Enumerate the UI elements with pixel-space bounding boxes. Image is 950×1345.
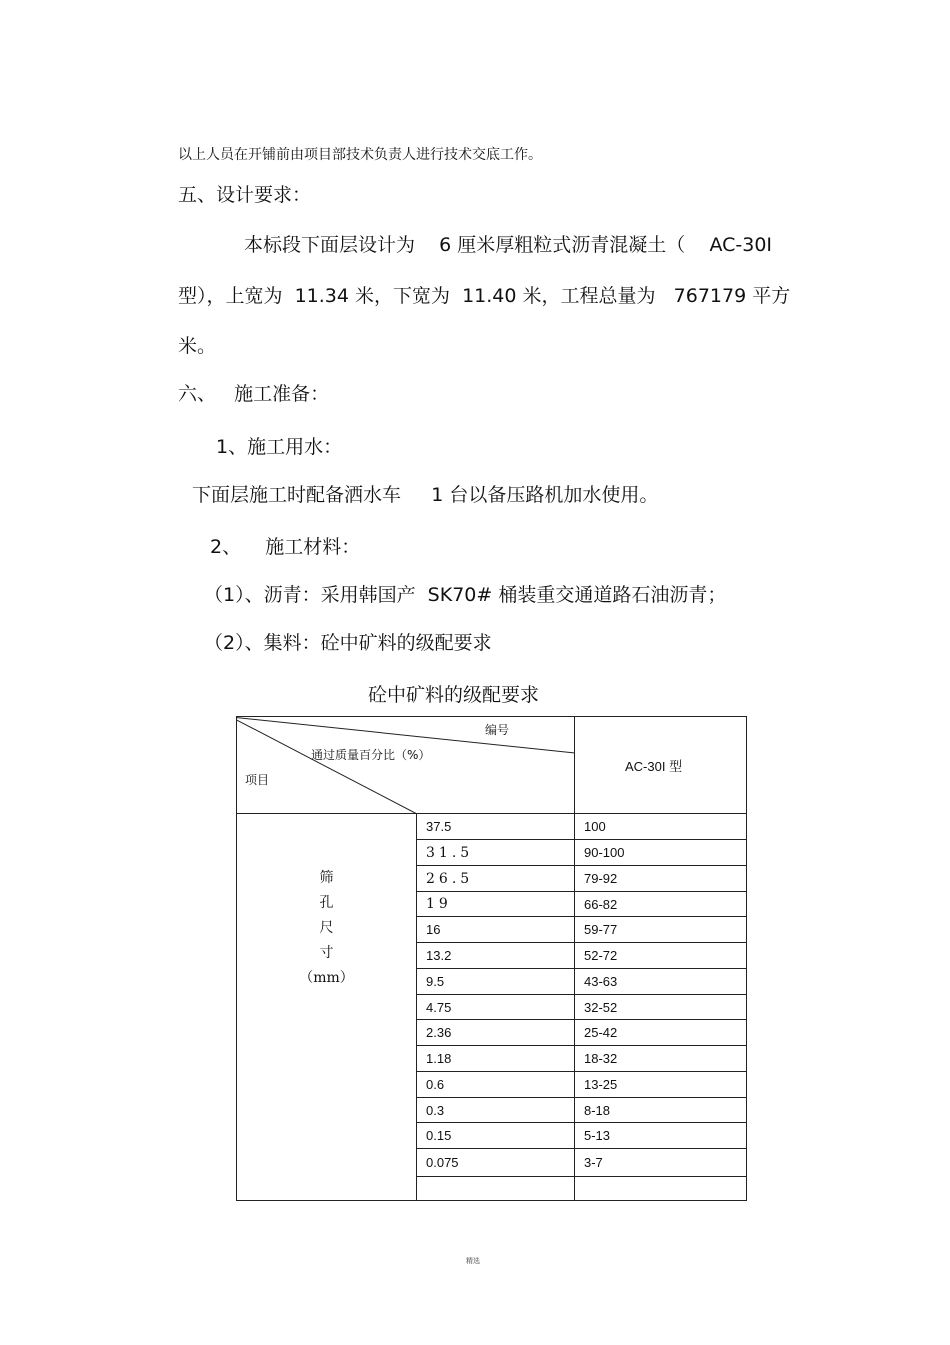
header-number-label: 编号 — [485, 723, 510, 737]
aggregate-text: （2）、集料：砼中矿料的级配要求 — [204, 632, 492, 654]
sieve-size-cell: 2.36 — [417, 1020, 575, 1046]
section-5-text-line-1: 本标段下面层设计为 6 厘米厚粗粒式沥青混凝土（ AC-30I — [244, 234, 773, 256]
section-5-heading: 五、设计要求： — [178, 184, 312, 206]
sieve-size-cell: 9.5 — [417, 969, 575, 995]
water-heading: 1、施工用水： — [216, 436, 343, 458]
sieve-size-cell: 0.6 — [417, 1072, 575, 1098]
passing-range-cell: 32-52 — [575, 995, 747, 1020]
sieve-label-char: 尺 — [319, 920, 334, 936]
diagonal-lines — [237, 717, 577, 814]
passing-range-cell: 18-32 — [575, 1046, 747, 1072]
sieve-size-label-cell — [237, 814, 417, 1201]
passing-range-cell: 3-7 — [575, 1149, 747, 1177]
sieve-label-char: 筛 — [319, 870, 334, 886]
sieve-label-char: 孔 — [319, 895, 334, 911]
gradation-table — [236, 716, 747, 1201]
passing-range-cell: 100 — [575, 814, 747, 840]
sieve-size-cell: 16 — [417, 917, 575, 943]
sieve-size-cell — [417, 1177, 575, 1201]
passing-range-cell: 8-18 — [575, 1098, 747, 1123]
sieve-size-cell: 0.3 — [417, 1098, 575, 1123]
section-6-heading: 六、 施工准备： — [178, 383, 330, 405]
passing-range-cell: 66-82 — [575, 892, 747, 917]
header-passing-label: 通过质量百分比（%） — [311, 748, 431, 762]
sieve-label-char: （mm） — [299, 970, 354, 986]
passing-range-cell: 43-63 — [575, 969, 747, 995]
section-5-text-line-3: 米。 — [178, 335, 217, 357]
sieve-size-cell: 1.18 — [417, 1046, 575, 1072]
passing-range-cell — [575, 1177, 747, 1201]
sieve-size-cell: 0.075 — [417, 1149, 575, 1177]
table-row — [237, 814, 747, 840]
sieve-size-cell: 13.2 — [417, 943, 575, 969]
passing-range-cell: 79-92 — [575, 866, 747, 892]
passing-range-cell: 90-100 — [575, 840, 747, 866]
asphalt-text: （1）、沥青：采用韩国产 SK70# 桶装重交通道路石油沥青； — [204, 584, 727, 606]
section-5-text-line-2: 型），上宽为 11.34 米，下宽为 11.40 米，工程总量为 767179 平方 — [178, 285, 791, 307]
sieve-size-cell: 37.5 — [417, 814, 575, 840]
sieve-size-cell: 0.15 — [417, 1123, 575, 1149]
water-text: 下面层施工时配备洒水车 1 台以备压路机加水使用。 — [192, 484, 659, 506]
header-spec-cell: AC-30I 型 — [575, 717, 747, 814]
passing-range-cell: 25-42 — [575, 1020, 747, 1046]
passing-range-cell: 52-72 — [575, 943, 747, 969]
passing-range-cell: 13-25 — [575, 1072, 747, 1098]
passing-range-cell: 5-13 — [575, 1123, 747, 1149]
table-title: 砼中矿料的级配要求 — [368, 684, 540, 706]
footer-text: 精选 — [466, 1257, 480, 1265]
materials-heading: 2、 施工材料： — [210, 536, 361, 558]
header-item-label: 项目 — [245, 773, 270, 787]
intro-text: 以上人员在开铺前由项目部技术负责人进行技术交底工作。 — [178, 147, 542, 163]
sieve-size-cell: 26.5 — [417, 866, 575, 892]
diagonal-header-cell — [237, 717, 575, 814]
passing-range-cell: 59-77 — [575, 917, 747, 943]
sieve-size-cell: 19 — [417, 892, 575, 917]
table-header-row — [237, 717, 747, 814]
sieve-size-cell: 31.5 — [417, 840, 575, 866]
sieve-label-char: 寸 — [319, 945, 334, 961]
sieve-size-cell: 4.75 — [417, 995, 575, 1020]
